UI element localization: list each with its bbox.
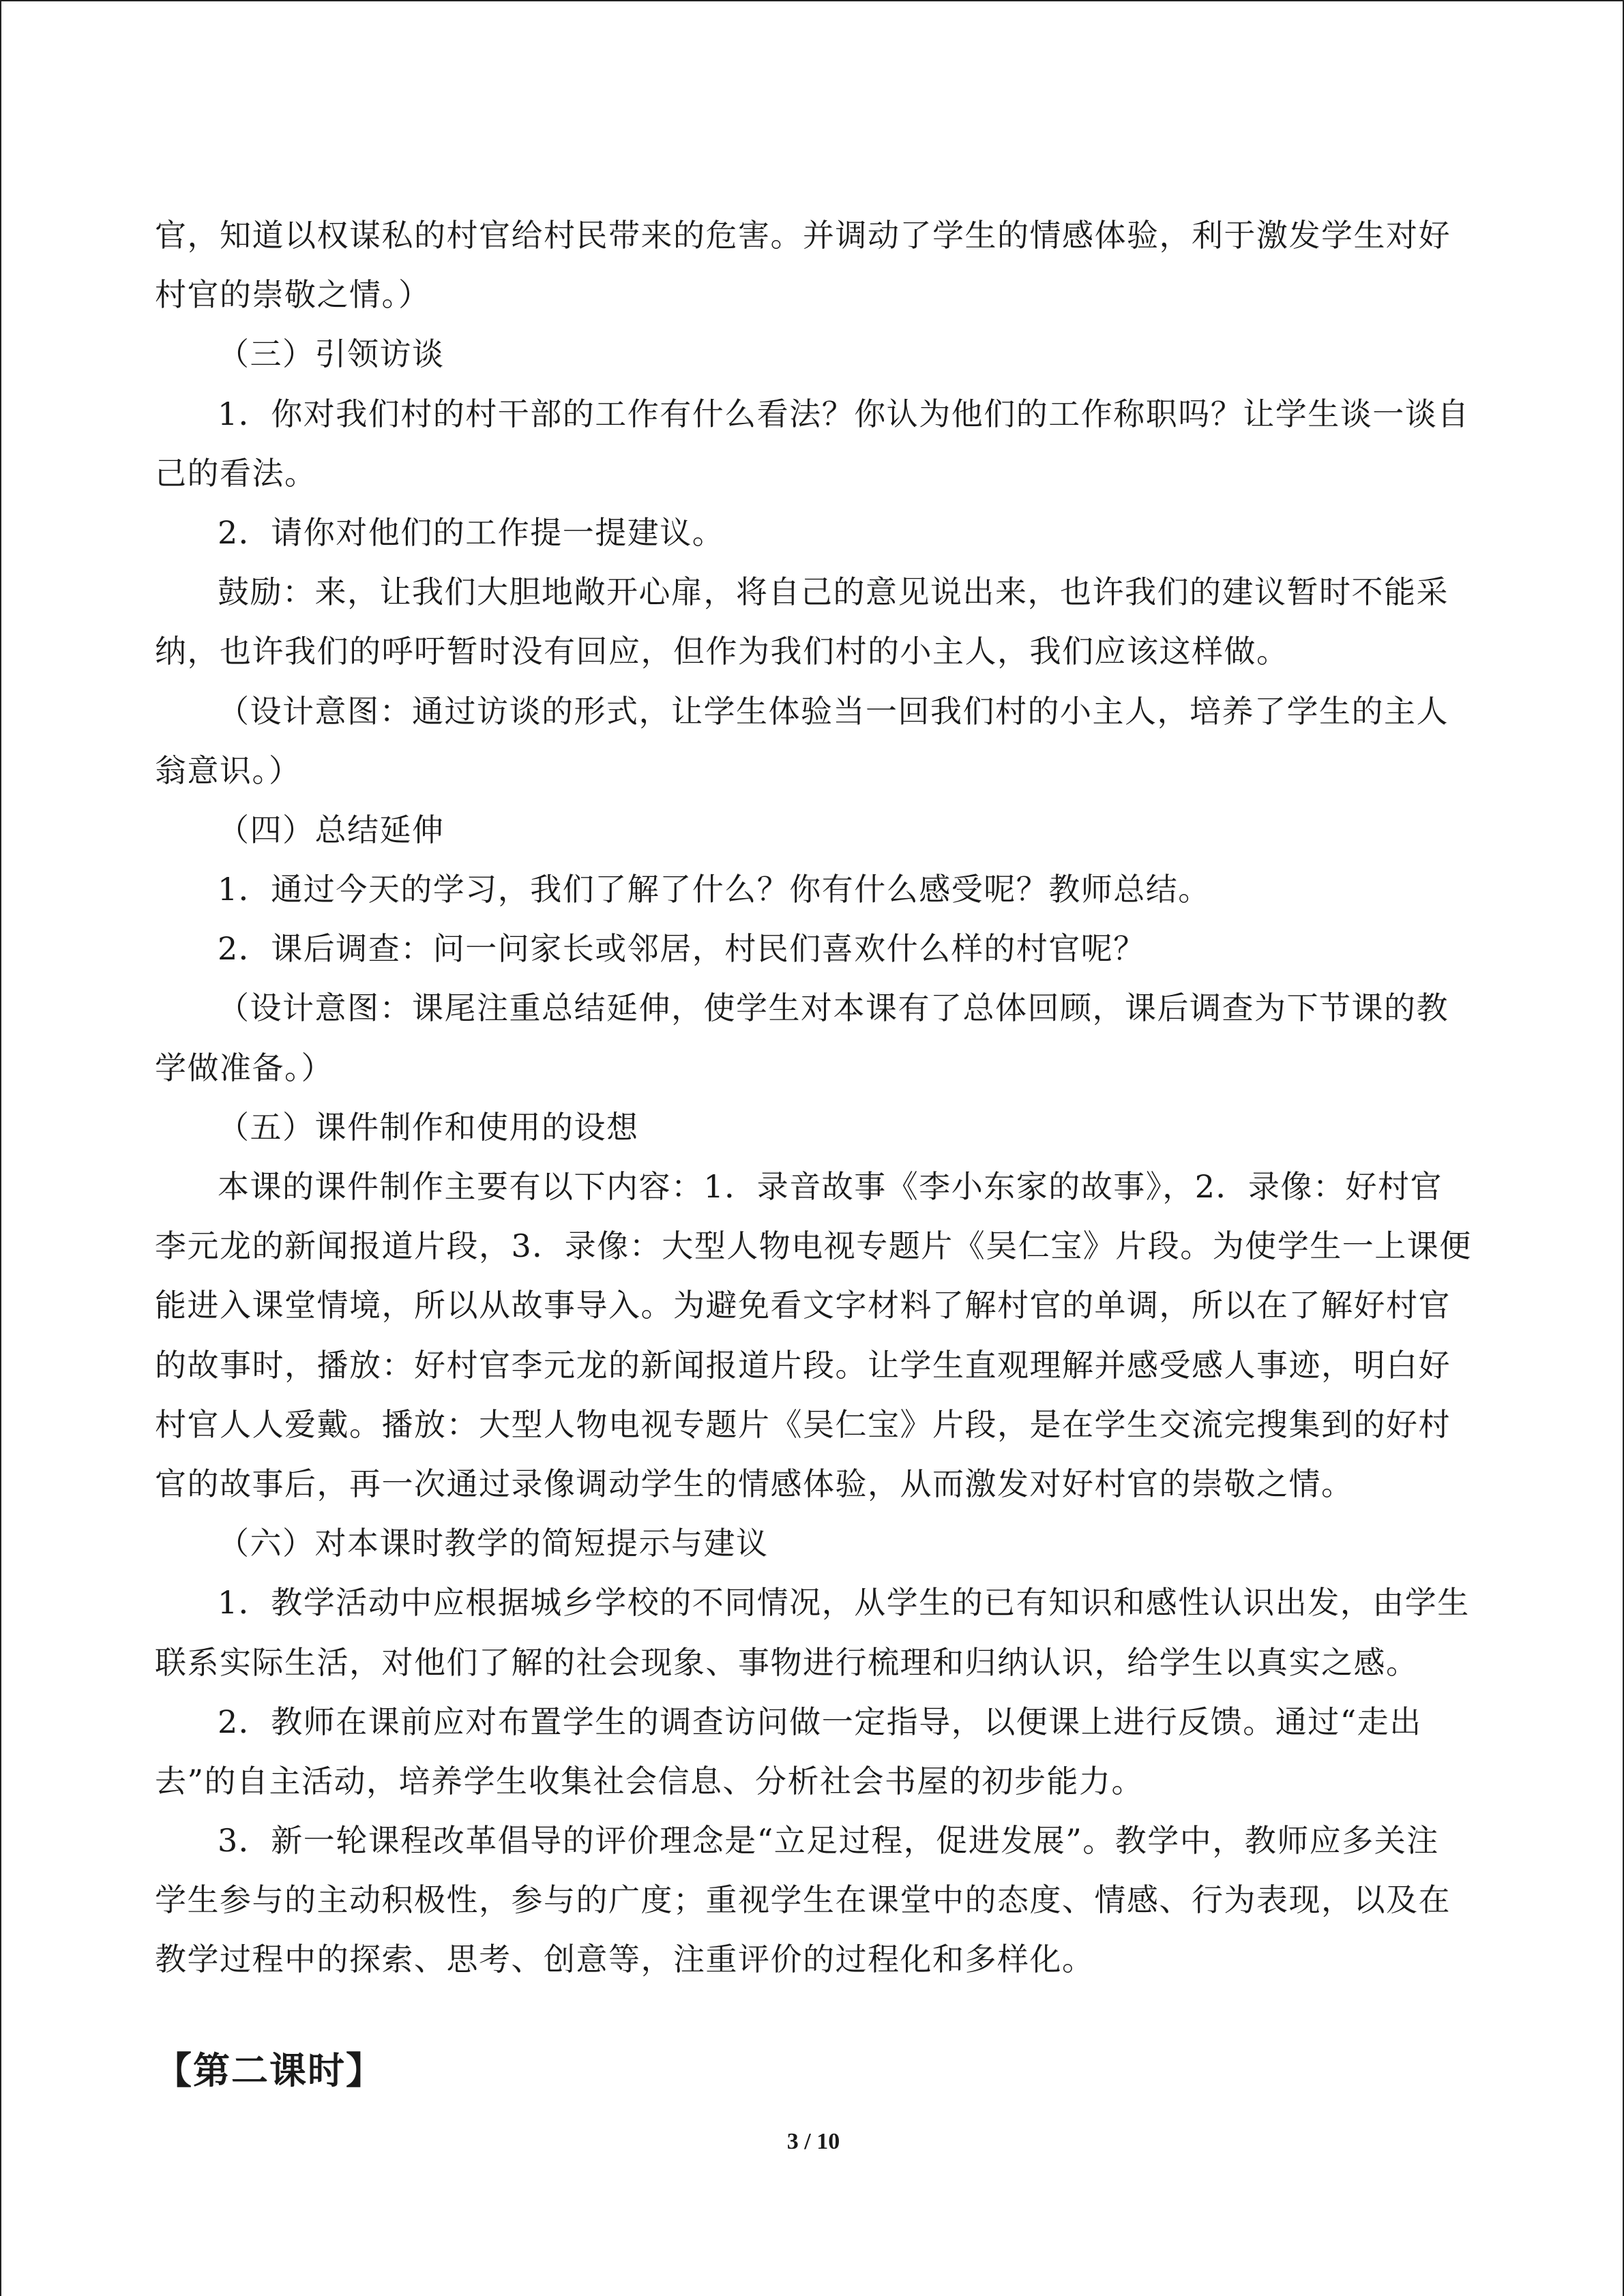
text-line: 学生参与的主动积极性，参与的广度；重视学生在课堂中的态度、情感、行为表现，以及在 (155, 1881, 1451, 1919)
text-line: 村官的崇敬之情。） (155, 276, 431, 314)
text-line: 1．教学活动中应根据城乡学校的不同情况，从学生的已有知识和感性认识出发，由学生 (218, 1584, 1470, 1622)
text-line: （设计意图：通过访谈的形式，让学生体验当一回我们村的小主人，培养了学生的主人 (218, 692, 1449, 730)
text-line: 的故事时，播放：好村官李元龙的新闻报道片段。让学生直观理解并感受感人事迹，明白好 (155, 1346, 1451, 1384)
text-line: 去”的自主活动，培养学生收集社会信息、分析社会书屋的初步能力。 (155, 1762, 1145, 1800)
text-line: （三）引领访谈 (218, 336, 445, 373)
text-line: （设计意图：课尾注重总结延伸，使学生对本课有了总体回顾，课后调查为下节课的教 (218, 989, 1449, 1027)
text-line: （六）对本课时教学的简短提示与建议 (218, 1525, 769, 1562)
document-body (155, 206, 1475, 1990)
page-number: 3 / 10 (786, 2129, 840, 2154)
text-line: 纳，也许我们的呼吁暂时没有回应，但作为我们村的小主人，我们应该这样做。 (155, 633, 1289, 670)
text-line: 教学过程中的探索、思考、创意等，注重评价的过程化和多样化。 (155, 1941, 1095, 1978)
text-line: 村官人人爱戴。播放：大型人物电视专题片《吴仁宝》片段，是在学生交流完搜集到的好村 (155, 1405, 1451, 1443)
text-line: 官的故事后，再一次通过录像调动学生的情感体验，从而激发对好村官的崇敬之情。 (155, 1465, 1354, 1502)
text-line: 李元龙的新闻报道片段，3．录像：大型人物电视专题片《吴仁宝》片段。为使学生一上课便 (155, 1227, 1472, 1265)
text-line: 官，知道以权谋私的村官给村民带来的危害。并调动了学生的情感体验，利于激发学生对好 (155, 217, 1451, 254)
text-line: 1．通过今天的学习，我们了解了什么？你有什么感受呢？教师总结。 (218, 871, 1211, 908)
text-line: 学做准备。） (155, 1049, 334, 1086)
text-line: 2．课后调查：问一问家长或邻居，村民们喜欢什么样的村官呢？ (218, 930, 1146, 968)
text-line: 2．教师在课前应对布置学生的调查访问做一定指导，以便课上进行反馈。通过“走出 (218, 1703, 1422, 1740)
text-line: 翁意识。） (155, 751, 301, 789)
text-line: 本课的课件制作主要有以下内容：1．录音故事《李小东家的故事》，2．录像：好村官 (218, 1168, 1443, 1205)
text-line: 鼓励：来，让我们大胆地敞开心扉，将自己的意见说出来，也许我们的建议暂时不能采 (218, 573, 1449, 611)
text-line: （五）课件制作和使用的设想 (218, 1108, 639, 1146)
text-line: 能进入课堂情境，所以从故事导入。为避免看文字材料了解村官的单调，所以在了解好村官 (155, 1287, 1451, 1324)
text-line: 联系实际生活，对他们了解的社会现象、事物进行梳理和归纳认识，给学生以真实之感。 (155, 1643, 1419, 1681)
text-line: （四）总结延伸 (218, 811, 445, 848)
text-line: 1．你对我们村的村干部的工作有什么看法？你认为他们的工作称职吗？让学生谈一谈自 (218, 395, 1470, 432)
text-line: 2．请你对他们的工作提一提建议。 (218, 513, 725, 551)
text-line: 己的看法。 (155, 454, 317, 492)
text-line: 3．新一轮课程改革倡导的评价理念是“立足过程，促进发展”。教学中，教师应多关注 (218, 1822, 1439, 1860)
section-heading: 【第二课时】 (155, 2049, 384, 2092)
